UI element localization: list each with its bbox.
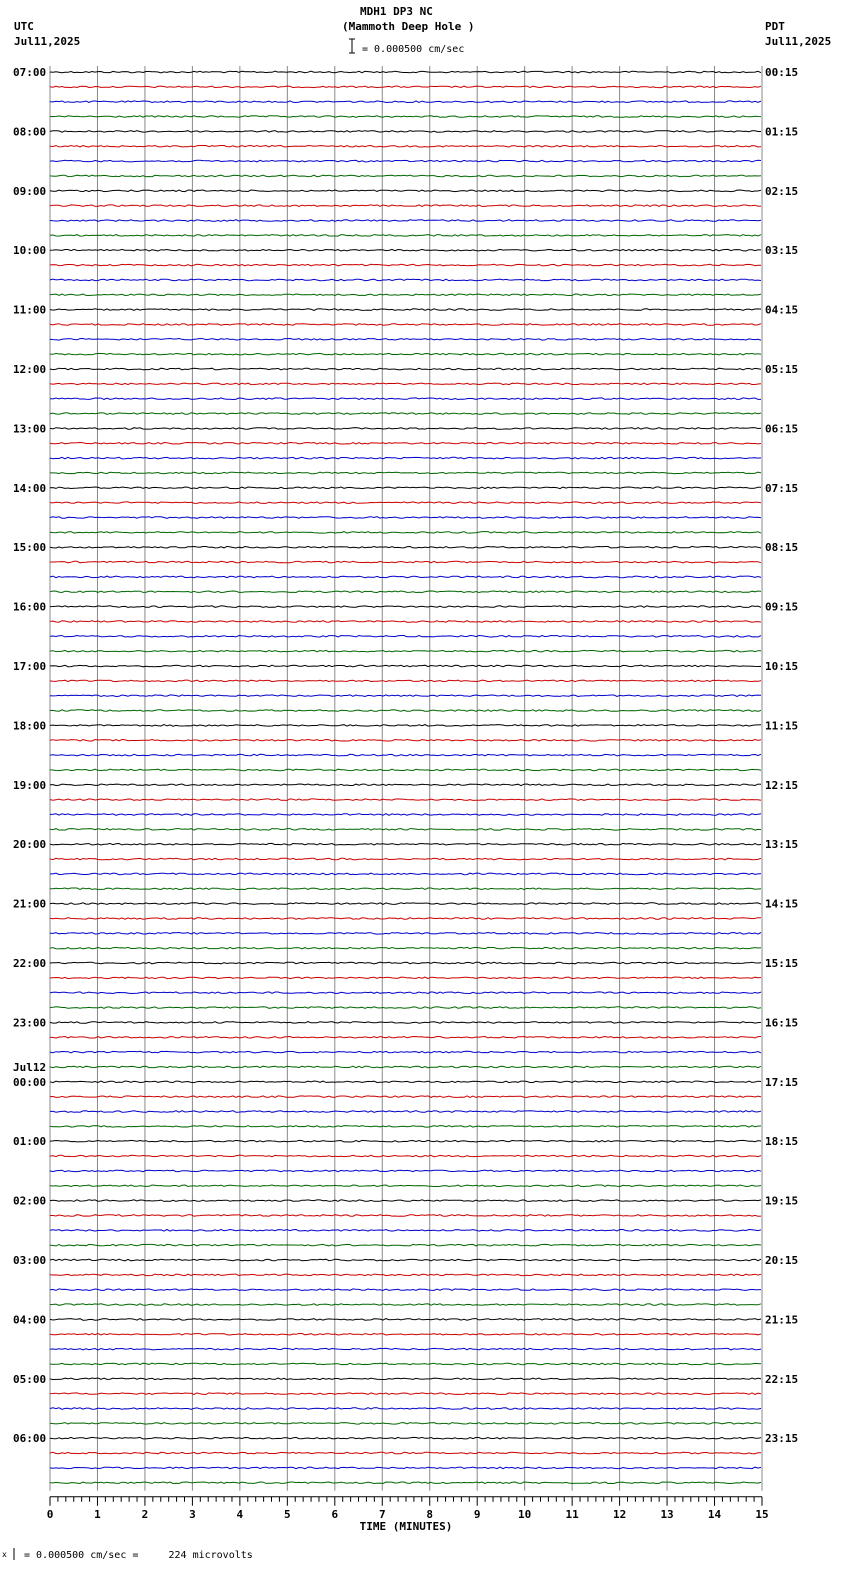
seismic-trace	[50, 680, 761, 682]
utc-hour-label: 04:00	[13, 1313, 47, 1327]
utc-hour-label: 02:00	[13, 1194, 47, 1208]
x-tick-label: 0	[46, 1507, 54, 1521]
seismic-trace	[50, 487, 761, 489]
pdt-hour-label: 22:15	[765, 1372, 799, 1386]
seismic-trace	[50, 175, 761, 177]
seismic-trace	[50, 636, 761, 638]
seismic-trace	[50, 532, 761, 534]
seismic-trace	[50, 933, 761, 935]
seismic-trace	[50, 1274, 761, 1276]
seismic-trace	[50, 843, 761, 845]
utc-hour-label: 07:00	[13, 66, 47, 79]
seismic-trace	[50, 1126, 761, 1128]
pdt-hour-label: 18:15	[765, 1135, 799, 1149]
x-tick-label: 5	[284, 1507, 291, 1521]
seismic-trace	[50, 1452, 761, 1454]
seismic-trace	[50, 1111, 761, 1113]
x-tick-label: 8	[426, 1507, 434, 1521]
seismic-trace	[50, 1437, 761, 1439]
seismic-trace	[50, 561, 761, 563]
x-tick-label: 4	[236, 1507, 244, 1521]
seismic-trace	[50, 413, 761, 415]
scale-legend: = 0.000500 cm/sec	[362, 44, 465, 55]
footer-scale-legend: = 0.000500 cm/sec = 224 microvolts	[24, 1550, 253, 1561]
utc-hour-label: 19:00	[13, 778, 47, 792]
seismic-trace	[50, 962, 761, 964]
date-change-label: Jul12	[13, 1060, 47, 1074]
seismic-trace	[50, 606, 761, 608]
seismic-trace	[50, 517, 761, 519]
seismic-trace	[50, 235, 761, 237]
seismic-trace	[50, 1215, 761, 1217]
utc-hour-label: 22:00	[13, 957, 47, 970]
pdt-hour-label: 15:15	[765, 957, 799, 970]
seismic-trace	[50, 1467, 761, 1469]
utc-hour-label: 21:00	[13, 897, 47, 911]
utc-hour-label: 11:00	[13, 303, 47, 317]
seismic-trace	[50, 131, 761, 133]
site-title: (Mammoth Deep Hole )	[342, 20, 475, 33]
seismic-trace	[50, 1348, 761, 1350]
seismic-trace	[50, 190, 761, 192]
seismic-trace	[50, 1482, 761, 1484]
seismic-trace	[50, 294, 761, 296]
seismic-trace	[50, 220, 761, 222]
seismic-trace	[50, 1423, 761, 1425]
pdt-label: PDT	[765, 20, 785, 33]
seismic-trace	[50, 1037, 761, 1039]
utc-hour-label: 08:00	[13, 125, 47, 139]
x-tick-label: 10	[518, 1507, 532, 1521]
footer-scale-marker: x	[2, 1550, 7, 1559]
seismic-trace	[50, 888, 761, 890]
utc-hour-label: 01:00	[13, 1135, 47, 1149]
seismic-trace	[50, 1304, 761, 1306]
seismic-trace	[50, 1334, 761, 1336]
seismic-trace	[50, 873, 761, 875]
seismic-trace	[50, 1170, 761, 1172]
utc-hour-label: 03:00	[13, 1254, 47, 1267]
seismic-trace	[50, 502, 761, 504]
seismic-trace	[50, 309, 761, 311]
seismic-trace	[50, 368, 761, 370]
seismic-trace	[50, 784, 761, 786]
seismic-trace	[50, 1096, 761, 1098]
seismic-trace	[50, 1155, 761, 1157]
x-tick-label: 9	[473, 1507, 481, 1521]
seismic-trace	[50, 695, 761, 697]
pdt-hour-label: 03:15	[765, 244, 799, 258]
x-tick-label: 12	[612, 1507, 627, 1521]
pdt-hour-label: 06:15	[765, 422, 799, 436]
utc-hour-label: 15:00	[13, 541, 47, 555]
seismic-trace	[50, 799, 761, 801]
seismic-trace	[50, 918, 761, 920]
pdt-hour-label: 11:15	[765, 719, 799, 733]
utc-hour-label: 12:00	[13, 363, 47, 376]
seismic-trace	[50, 339, 761, 341]
seismic-trace	[50, 1408, 761, 1410]
utc-hour-label: 09:00	[13, 184, 47, 198]
seismic-trace	[50, 1289, 761, 1291]
seismic-trace	[50, 428, 761, 430]
pdt-hour-label: 07:15	[765, 481, 799, 495]
seismic-trace	[50, 324, 761, 326]
seismic-trace	[50, 650, 761, 652]
x-tick-label: 14	[707, 1507, 722, 1521]
seismic-trace	[50, 457, 761, 459]
seismic-trace	[50, 160, 761, 162]
seismic-trace	[50, 710, 761, 712]
utc-label: UTC	[14, 20, 34, 33]
seismic-trace	[50, 398, 761, 400]
seismic-trace	[50, 1378, 761, 1380]
x-tick-label: 6	[331, 1507, 339, 1521]
seismic-trace	[50, 814, 761, 816]
seismic-trace	[50, 353, 761, 355]
seismic-trace	[50, 1393, 761, 1395]
seismic-trace	[50, 279, 761, 281]
seismic-trace	[50, 383, 761, 385]
utc-hour-label: 20:00	[13, 838, 47, 852]
seismic-trace	[50, 443, 761, 445]
seismic-trace	[50, 146, 761, 148]
pdt-hour-label: 05:15	[765, 363, 799, 376]
pdt-date: Jul11,2025	[765, 35, 832, 48]
utc-hour-label: 17:00	[13, 660, 47, 673]
seismic-trace	[50, 1066, 761, 1068]
seismic-trace	[50, 992, 761, 994]
pdt-hour-label: 14:15	[765, 897, 799, 911]
utc-hour-label: 23:00	[13, 1016, 47, 1030]
pdt-hour-label: 13:15	[765, 838, 799, 852]
seismic-trace	[50, 1244, 761, 1246]
pdt-hour-label: 04:15	[765, 303, 799, 317]
seismic-trace	[50, 858, 761, 860]
utc-hour-label: 00:00	[13, 1075, 47, 1089]
utc-hour-label: 10:00	[13, 244, 47, 258]
pdt-hour-label: 20:15	[765, 1254, 799, 1267]
seismic-trace	[50, 86, 761, 88]
pdt-hour-label: 12:15	[765, 778, 799, 792]
x-tick-label: 3	[189, 1507, 196, 1521]
x-tick-label: 15	[755, 1507, 769, 1521]
seismic-trace	[50, 1081, 761, 1083]
pdt-hour-label: 10:15	[765, 660, 799, 673]
x-axis-label: TIME (MINUTES)	[359, 1519, 453, 1533]
seismic-trace	[50, 1185, 761, 1187]
seismic-trace	[50, 116, 761, 118]
seismic-trace	[50, 472, 761, 474]
seismic-trace	[50, 576, 761, 578]
utc-hour-label: 18:00	[13, 719, 47, 733]
seismic-trace	[50, 1007, 761, 1009]
seismic-trace	[50, 1230, 761, 1232]
pdt-hour-label: 08:15	[765, 541, 799, 555]
seismic-trace	[50, 740, 761, 742]
pdt-hour-label: 21:15	[765, 1313, 799, 1327]
utc-date: Jul11,2025	[14, 35, 81, 48]
seismic-trace	[50, 1200, 761, 1202]
utc-hour-label: 14:00	[13, 481, 47, 495]
x-tick-label: 2	[141, 1507, 149, 1521]
pdt-hour-label: 00:15	[765, 66, 799, 79]
pdt-hour-label: 19:15	[765, 1194, 799, 1208]
pdt-hour-label: 16:15	[765, 1016, 799, 1030]
x-tick-label: 11	[565, 1507, 579, 1521]
station-title: MDH1 DP3 NC	[360, 5, 433, 18]
seismic-trace	[50, 829, 761, 831]
pdt-hour-label: 09:15	[765, 600, 799, 614]
seismic-trace	[50, 1022, 761, 1024]
x-tick-label: 7	[378, 1507, 386, 1521]
pdt-hour-label: 01:15	[765, 125, 799, 139]
seismic-trace	[50, 977, 761, 979]
seismic-trace	[50, 1051, 761, 1053]
seismic-trace	[50, 591, 761, 593]
seismic-trace	[50, 665, 761, 667]
utc-hour-label: 05:00	[13, 1372, 47, 1386]
seismic-trace	[50, 769, 761, 771]
seismic-trace	[50, 1140, 761, 1142]
seismic-trace	[50, 1319, 761, 1321]
seismic-trace	[50, 205, 761, 207]
seismic-trace	[50, 249, 761, 251]
seismic-trace	[50, 621, 761, 623]
seismic-trace	[50, 71, 761, 73]
seismic-trace	[50, 947, 761, 949]
utc-hour-label: 16:00	[13, 600, 47, 614]
seismic-trace	[50, 1259, 761, 1261]
utc-hour-label: 13:00	[13, 422, 47, 436]
x-tick-label: 1	[94, 1507, 101, 1521]
pdt-hour-label: 23:15	[765, 1432, 799, 1446]
seismic-trace	[50, 101, 761, 103]
seismic-trace	[50, 903, 761, 905]
pdt-hour-label: 17:15	[765, 1075, 799, 1089]
utc-hour-label: 06:00	[13, 1432, 47, 1446]
seismic-trace	[50, 1363, 761, 1365]
x-tick-label: 13	[660, 1507, 674, 1521]
seismic-trace	[50, 754, 761, 756]
seismic-trace	[50, 264, 761, 266]
seismic-trace	[50, 725, 761, 727]
pdt-hour-label: 02:15	[765, 184, 799, 198]
seismic-trace	[50, 546, 761, 548]
